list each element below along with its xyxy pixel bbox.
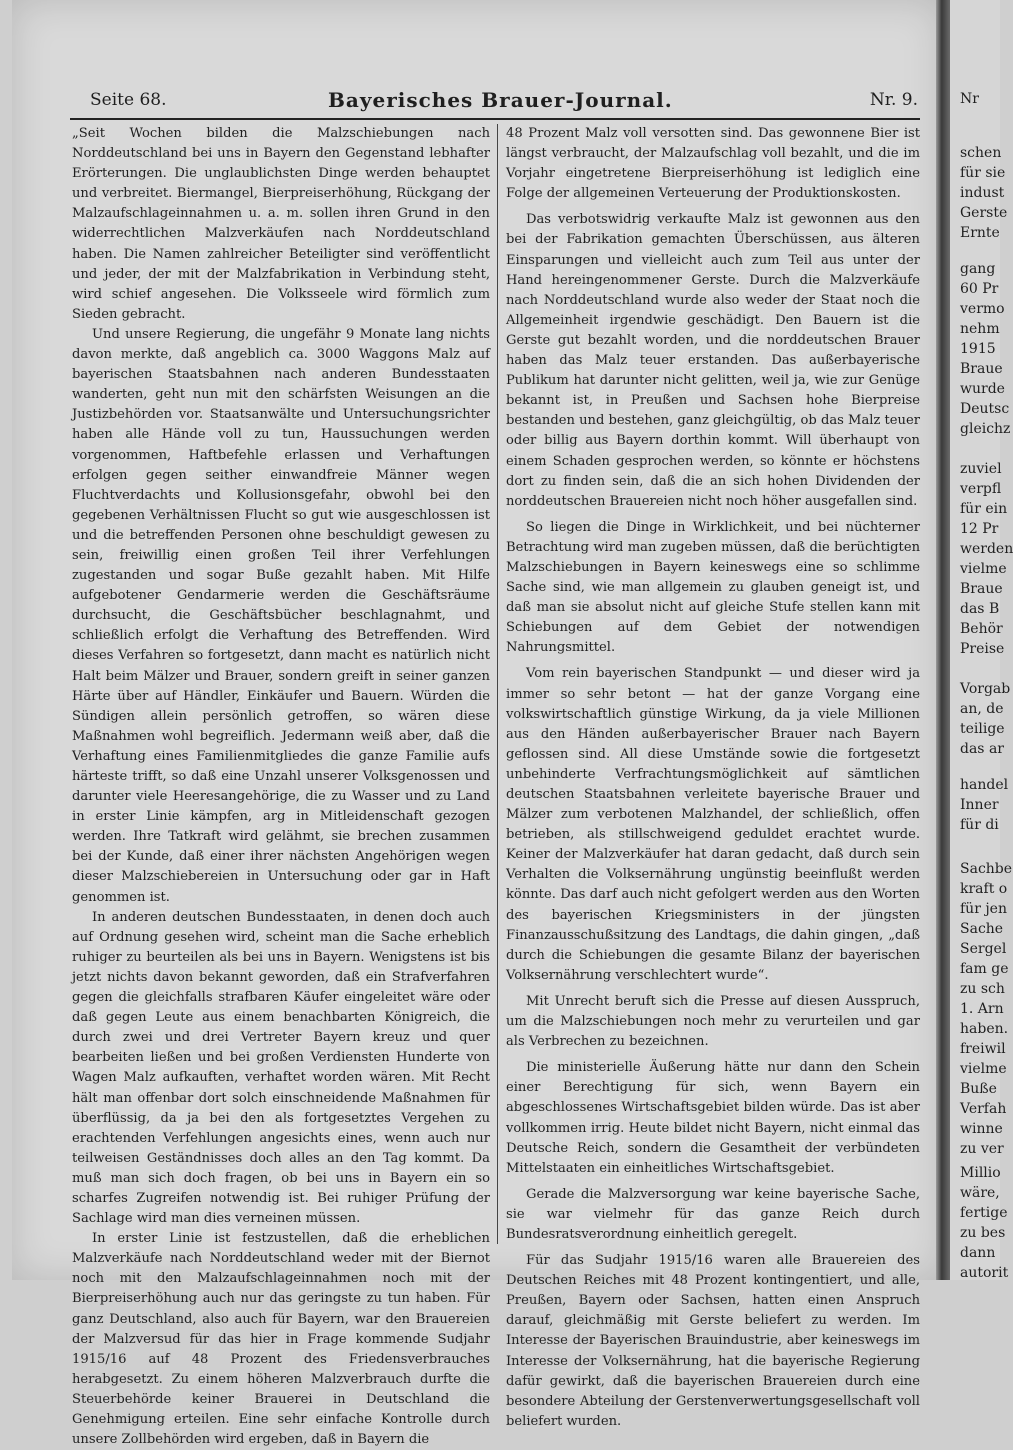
adjacent-page-text-fragment: vermo — [960, 301, 1005, 317]
adjacent-page-text-fragment: winne — [960, 1121, 1003, 1137]
paragraph: Für das Sudjahr 1915/16 waren alle Brauereien des Deutschen Reiches mit 48 Prozent kontingentiert, und alle, Preußen, Bayern oder Sachsen, hatten einen Anspruch darauf, gleichmäßig mit Gerste beliefert zu werden. Im Interesse der Bayerischen Brauindustrie, aber keineswegs im Interesse der Volksernährung, hat die bayerische Regierung dafür gewirkt, daß die bayerischen Brauereien durch eine besondere Abteilung der Gerstenverwertungsgesellschaft voll beliefert wurden. — [506, 1253, 920, 1429]
adjacent-page-text-fragment: zuviel — [960, 461, 1002, 477]
paragraph: Das verbotswidrig verkaufte Malz ist gewonnen aus den bei der Fabrikation gemachten Überschüssen, aus älteren Einsparungen und vielleicht auch zum Teil aus unter der Hand hereingenommener Gerste. Durch die Malzverkäufe nach Norddeutschland wurde also weder der Staat noch die Allgemeinheit irgendwie geschädigt. Den Bauern ist die Gerste gut bezahlt worden, und die norddeutschen Brauer haben das Malz teuer erstanden. Das außerbayerische Publikum hat darunter nicht gelitten, weil ja, wie zur Genüge bekannt ist, in Preußen und Sachsen hohe Bierpreise bestanden und bestehen, ganz gleichgültig, ob das Malz teuer oder billig aus Bayern dorthin kommt. Will überhaupt von einem Schaden gesprochen werden, so könnte er höchstens dort zu finden sein, daß die an sich hohen Dividenden der norddeutschen Brauereien nicht noch höher ausgefallen sind. — [506, 212, 920, 509]
adjacent-page-text-fragment: Sergel — [960, 941, 1007, 957]
adjacent-page-text-fragment: Ernte — [960, 225, 1000, 241]
column-rule — [497, 124, 498, 1244]
adjacent-page-text-fragment: dann — [960, 1245, 996, 1261]
page-number: Seite 68. — [90, 90, 167, 110]
paragraph: In anderen deutschen Bundesstaaten, in denen doch auch auf Ordnung gesehen wird, scheint man die Sache erheblich ruhiger zu beurteilen als bei uns in Bayern. Wenigstens ist bis jetzt nichts davon bekannt geworden, daß ein Strafverfahren gegen die gleichfalls strafbaren Käufer eingeleitet wäre oder daß gegen Leute aus einem benachbarten Königreich, die durch zwei und drei Vertreter Bayern kreuz und quer bearbeiten ließen und bei großen Verdiensten Hunderte von Wagen Malz aufkauften, verhaftet worden wären. Mit Recht hält man offenbar dort solch einschneidende Maßnahmen für überflüssig, da ja bei den als fortgesetztes Vergehen zu erachtenden Verfehlungen angesichts eines, wenn auch nur teilweisen Geständnisses doch alles an den Tag kommt. Da muß man sich doch fragen, ob bei uns in Bayern ein so scharfes Zugreifen notwendig ist. Bei ruhiger Prüfung der Sachlage wird man dies verneinen müssen. — [72, 909, 490, 1227]
adjacent-page-text-fragment: zu bes — [960, 1225, 1006, 1241]
adjacent-page-text-fragment: Inner — [960, 797, 999, 813]
adjacent-page-text-fragment: Millio — [960, 1165, 1001, 1181]
paragraph: So liegen die Dinge in Wirklichkeit, und bei nüchterner Betrachtung wird man zugeben müssen, daß die berüchtigten Malzschiebungen in Bayern keineswegs eine so schlimme Sache sind, wie man allgemein zu glauben geneigt ist, und daß man sie absolut nicht auf gleiche Stufe stellen kann mit Schiebungen auf dem Gebiet der notwendigen Nahrungsmittel. — [506, 519, 920, 656]
page-header — [78, 86, 918, 116]
adjacent-page-text-fragment: wäre, — [960, 1185, 1000, 1201]
adjacent-page-text-fragment: 12 Pr — [960, 521, 999, 537]
paragraph: Mit Unrecht beruft sich die Presse auf diesen Ausspruch, um die Malzschiebungen noch mehr zu verurteilen und gar als Verbrechen zu bezeichnen. — [506, 993, 920, 1050]
adjacent-page-text-fragment: wurde — [960, 381, 1005, 397]
adjacent-page-text-fragment: für sie — [960, 165, 1006, 181]
adjacent-page-text-fragment: Preise — [960, 641, 1005, 657]
paragraph: „Seit Wochen bilden die Malzschiebungen nach Norddeutschland bei uns in Bayern den Gegenstand lebhafter Erörterungen. Die unglaublichsten Dinge werden behauptet und verbreitet. Biermangel, Bierpreiserhöhung, Rückgang der Malzaufschlageinnahmen u. a. m. sollen ihren Grund in den widerrechtlichen Malzverkäufen nach Norddeutschland haben. Die Namen zahlreicher Beteiligter sind veröffentlicht und jeder, der mit der Malzfabrikation in Verbindung steht, wird schief angesehen. Die Volksseele wird förmlich zum Sieden gebracht. — [72, 126, 490, 322]
paragraph: 48 Prozent Malz voll versotten sind. Das gewonnene Bier ist längst verbraucht, der Malzaufschlag voll bezahlt, und die im Vorjahr eingetretene Bierpreiserhöhung ist lediglich eine Folge der allgemeinen Verteuerung der Produktionskosten. — [506, 126, 920, 202]
adjacent-page-text-fragment: 1915 — [960, 341, 996, 357]
adjacent-page-text-fragment: Vorgab — [960, 681, 1011, 697]
adjacent-page-text-fragment: das B — [960, 601, 1000, 617]
adjacent-page-text-fragment: an, de — [960, 701, 1004, 717]
paragraph: Vom rein bayerischen Standpunkt — und dieser wird ja immer so sehr betont — hat der ganze Vorgang eine volkswirtschaftlich günstige Wirkung, da ja viele Millionen aus den Händen außerbayerischer Brauer nach Bayern geflossen sind. All diese Umstände sowie die fortgesetzt unbehinderte Verfrachtungsmöglichkeit auf sämtlichen deutschen Staatsbahnen verleitete bayerische Brauer und Mälzer zum verbotenen Malzhandel, der schließlich, offen betrieben, als stillschweigend geduldet erachtet wurde. Keiner der Malzverkäufer hat daran gedacht, daß durch sein Verhalten die Volksernährung ungünstig beeinflußt werden könnte. Das darf auch nicht gefolgert werden aus den Worten des bayerischen Kriegsministers in der jüngsten Finanzausschußsitzung des Landtags, die dahin gingen, „daß durch die Schiebungen die gesamte Bilanz der bayerischen Volksernährung verschlechtert wurde“. — [506, 666, 920, 983]
adjacent-page-text-fragment: das ar — [960, 741, 1004, 757]
adjacent-page-text-fragment: gang — [960, 261, 996, 277]
adjacent-page-text-fragment: teilige — [960, 721, 1005, 737]
adjacent-page-text-fragment: kraft o — [960, 881, 1008, 897]
adjacent-page-text-fragment: Nr — [960, 91, 979, 107]
adjacent-page-text-fragment: werden — [960, 541, 1013, 557]
adjacent-page-text-fragment: schen — [960, 145, 1002, 161]
paragraph: Und unsere Regierung, die ungefähr 9 Monate lang nichts davon merkte, daß angeblich ca. 3000 Waggons Malz auf bayerischen Staatsbahnen nach anderen Bundesstaaten wanderten, geht nun mit den schärfsten Weisungen an die Justizbehörden vor. Staatsanwälte und Untersuchungsrichter haben alle Hände voll zu tun, Haussuchungen werden vorgenommen, Haftbefehle erlassen und Verhaftungen erfolgen gegen seither einwandfreie Männer wegen Fluchtverdachts und Kollusionsgefahr, obwohl bei den gegebenen Verhältnissen Flucht so gut wie ausgeschlossen ist und die betreffenden Personen ohne beschuldigt gewesen zu sein, freiwillig einen großen Teil ihrer Verfehlungen zugestanden und sogar Buße gezahlt haben. Mit Hilfe aufgebotener Gendarmerie werden die Geschäftsräume durchsucht, die Geschäftsbücher beschlagnahmt, und schließlich erfolgt die Verhaftung des Betreffenden. Wird dieses Verfahren so fortgesetzt, dann macht es natürlich nicht Halt beim Mälzer und Brauer, sondern greift in seiner ganzen Härte über auf Händler, Einkäufer und Bauern. Würden die Sündigen allein persönlich getroffen, so wären diese Maßnahmen wohl begreiflich. Jedermann weiß aber, daß die Verhaftung eines Familienmitgliedes die ganze Familie aufs härteste trifft, so daß eine Unzahl unserer Volksgenossen und darunter viele Heeresangehörige, die zu Wasser und zu Land in erster Linie kämpfen, arg in Mitleidenschaft gezogen werden. Ihre Tatkraft wird gelähmt, sie brechen zusammen bei der Kunde, daß einer ihrer nächsten Angehörigen wegen dieser Malzschiebereien in Untersuchung oder gar in Haft genommen ist. — [72, 326, 490, 905]
adjacent-page-text-fragment: haben. — [960, 1021, 1009, 1037]
adjacent-page-text-fragment: verpfl — [960, 481, 1002, 497]
adjacent-page-text-fragment: indust — [960, 185, 1005, 201]
paragraph: In erster Linie ist festzustellen, daß die erheblichen Malzverkäufe nach Norddeutschland weder mit der Biernot noch mit den Malzaufschlageinnahmen noch mit der Bierpreiserhöhung auch nur das geringste zu tun haben. Für ganz Deutschland, also auch für Bayern, war den Brauereien der Malzversud für das hier in Frage kommende Sudjahr 1915/16 auf 48 Prozent des Friedensverbrauches herabgesetzt. Zu einem höheren Malzverbrauch durfte die Steuerbehörde keiner Brauerei in Deutschland die Genehmigung erteilen. Eine sehr einfache Kontrolle durch unsere Zollbehörden wird ergeben, daß in Bayern die — [72, 1231, 490, 1448]
journal-title: Bayerisches Brauer-Journal. — [328, 88, 673, 112]
paragraph: Die ministerielle Äußerung hätte nur dann den Schein einer Berechtigung für sich, wenn Bayern ein abgeschlossenes Wirtschaftsgebiet bilden würde. Das ist aber vollkommen irrig. Heute bildet nicht Bayern, nicht einmal das Deutsche Reich, sondern die Gesamtheit der verbündeten Mittelstaaten ein einheitliches Wirtschaftsgebiet. — [506, 1060, 920, 1176]
adjacent-page-text-fragment: Braue — [960, 581, 1003, 597]
adjacent-page-text-fragment: freiwil — [960, 1041, 1006, 1057]
adjacent-page-text-fragment: vielme — [960, 1061, 1007, 1077]
adjacent-page-text-fragment: fam ge — [960, 961, 1009, 977]
adjacent-page-text-fragment: handel — [960, 777, 1009, 793]
adjacent-page-text-fragment: vielme — [960, 561, 1007, 577]
adjacent-page-text-fragment: Buße — [960, 1081, 997, 1097]
adjacent-page-text-fragment: Sache — [960, 921, 1004, 937]
adjacent-page-text-fragment: zu ver — [960, 1141, 1004, 1157]
adjacent-page-text-fragment: Verfah — [960, 1101, 1007, 1117]
adjacent-page-text-fragment: Behör — [960, 621, 1003, 637]
adjacent-page-text-fragment: für jen — [960, 901, 1007, 917]
adjacent-page-text-fragment: für di — [960, 817, 999, 833]
issue-number: Nr. 9. — [869, 90, 918, 110]
adjacent-page-text-fragment: nehm — [960, 321, 1000, 337]
right-column — [506, 124, 920, 1429]
adjacent-page-text-fragment: Sachbe — [960, 861, 1013, 877]
adjacent-page-text-fragment: Gerste — [960, 205, 1008, 221]
adjacent-page-text-fragment: gleichz — [960, 421, 1011, 437]
adjacent-page-text-fragment: zu sch — [960, 981, 1005, 997]
page-gutter — [936, 0, 950, 1280]
adjacent-page-edge — [950, 0, 1013, 1281]
adjacent-page-text-fragment: 1. Arn — [960, 1001, 1004, 1017]
adjacent-page-text-fragment: autorit — [960, 1265, 1009, 1281]
adjacent-page-text-fragment: Deutsc — [960, 401, 1010, 417]
paragraph: Gerade die Malzversorgung war keine bayerische Sache, sie war vielmehr für das ganze Reich durch Bundesratsverordnung einheitlich geregelt. — [506, 1186, 920, 1242]
adjacent-page-text-fragment: 60 Pr — [960, 281, 999, 297]
header-rule — [70, 118, 920, 120]
adjacent-page-text-fragment: fertige — [960, 1205, 1008, 1221]
left-column — [72, 124, 490, 1448]
adjacent-page-text-fragment: für ein — [960, 501, 1008, 517]
adjacent-page-text-fragment: Braue — [960, 361, 1003, 377]
